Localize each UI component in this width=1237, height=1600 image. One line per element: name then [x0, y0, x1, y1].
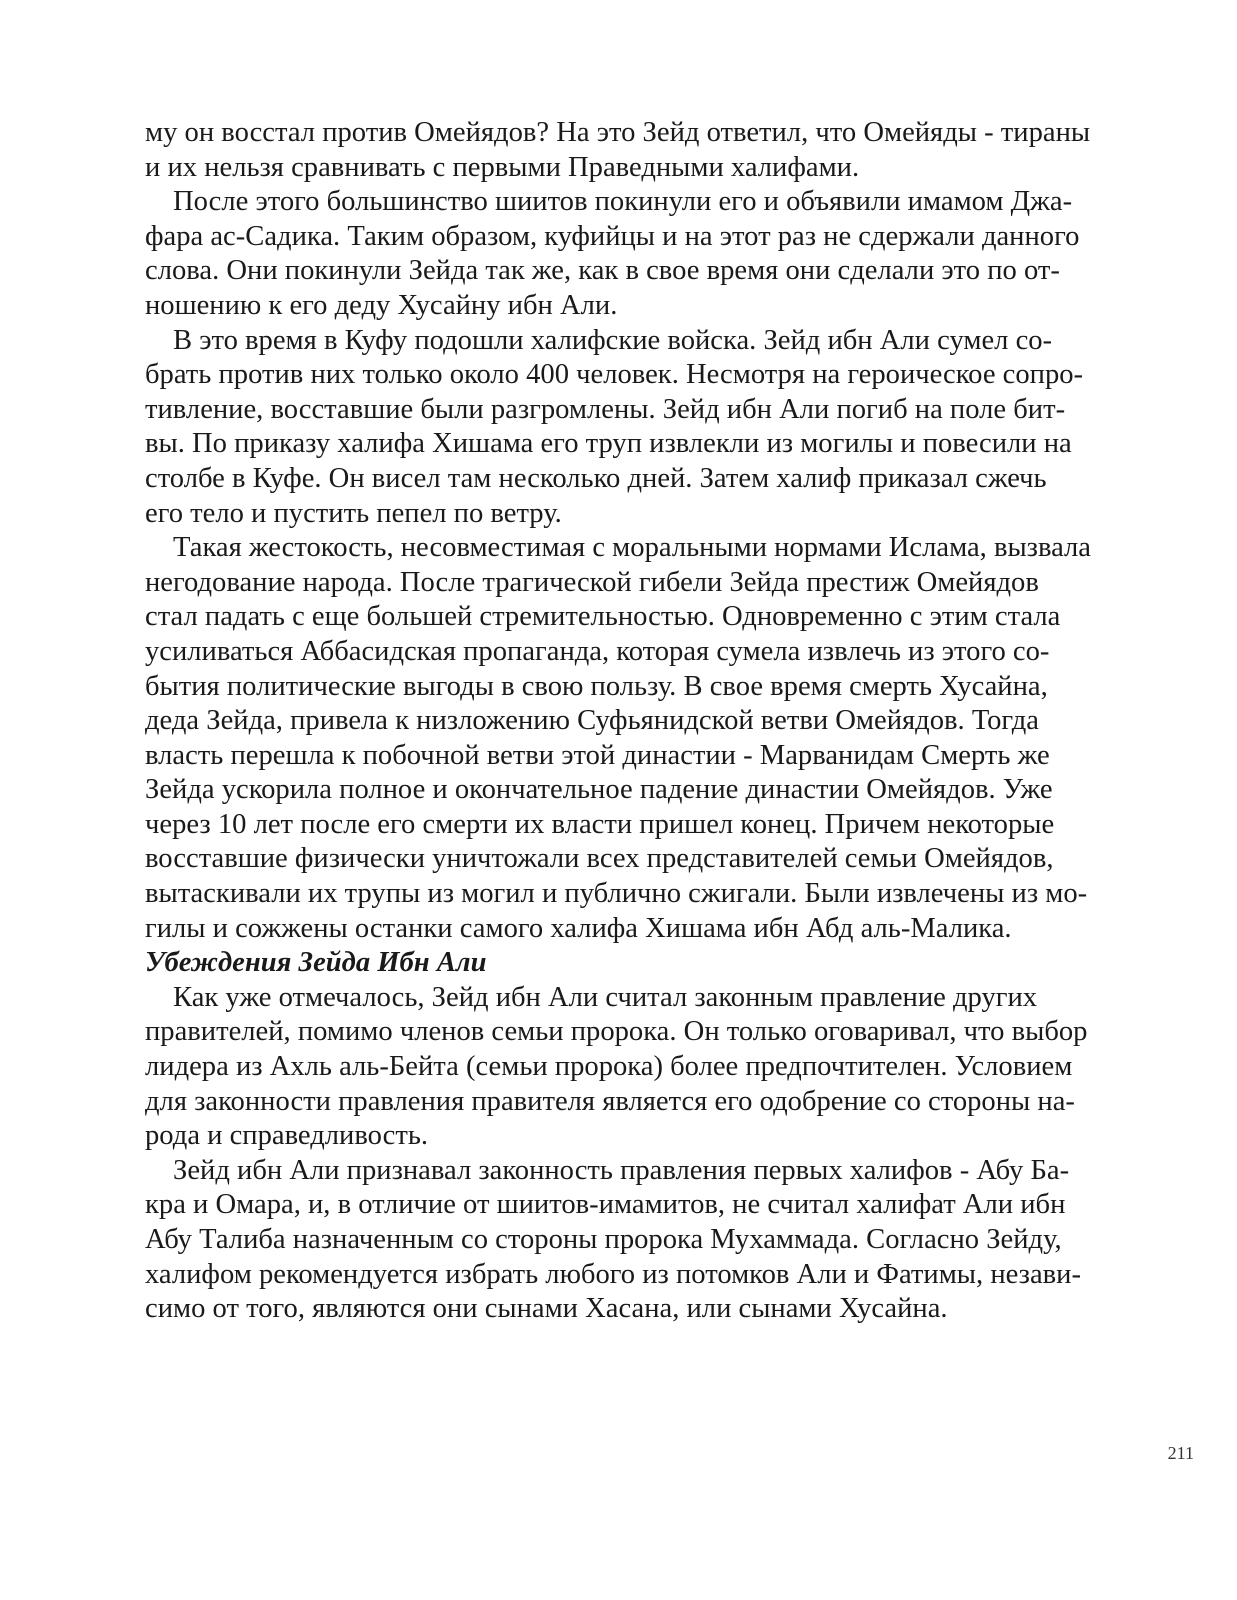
- text-line: вы. По приказу халифа Хишама его труп извлекли из могилы и повесили на: [145, 428, 1072, 460]
- paragraph-2: [145, 185, 1190, 323]
- text-line: После этого большинство шиитов покинули его и объявили имамом Джа-: [173, 186, 1073, 218]
- text-line: лидера из Ахль аль-Бейта (семьи пророка) более предпочтителен. Условием: [145, 1051, 1073, 1083]
- text-line: и их нельзя сравнивать с первыми Праведными халифами.: [145, 151, 860, 183]
- text-line: тивление, восставшие были разгромлены. Зейд ибн Али погиб на поле бит-: [145, 393, 1066, 425]
- text-line: стал падать с еще большей стремительностью. Одновременно с этим стала: [145, 601, 1061, 633]
- text-line: через 10 лет после его смерти их власти пришел конец. Причем некоторые: [145, 808, 1055, 840]
- text-line: рода и справедливость.: [145, 1120, 429, 1152]
- text-line: негодование народа. После трагической гибели Зейда престиж Омейядов: [145, 566, 1039, 598]
- paragraph-6: [145, 1154, 1190, 1327]
- text-line: гилы и сожжены останки самого халифа Хишама ибн Абд аль-Малика.: [145, 912, 1012, 944]
- text-line: для законности правления правителя является его одобрение со стороны на-: [145, 1085, 1075, 1117]
- body-text: [145, 116, 1190, 1327]
- text-line: вытаскивали их трупы из могил и публично сжигали. Были извлечены из мо-: [145, 878, 1088, 910]
- paragraph-4: [145, 531, 1190, 946]
- text-line: восставшие физически уничтожали всех представителей семьи Омейядов,: [145, 843, 1054, 875]
- paragraph-5: [145, 981, 1190, 1154]
- text-line: Зейда ускорила полное и окончательное падение династии Омейядов. Уже: [145, 774, 1053, 806]
- text-line: фара ас-Садика. Таким образом, куфийцы и на этот раз не сдержали данного: [145, 220, 1080, 252]
- text-line: брать против них только около 400 человек. Несмотря на героическое сопро-: [145, 359, 1084, 391]
- paragraph-1: [145, 116, 1190, 185]
- text-line: Как уже отмечалось, Зейд ибн Али считал законным правление других: [173, 981, 1038, 1013]
- text-line: кра и Омара, и, в отличие от шиитов-имамитов, не считал халифат Али ибн: [145, 1189, 1066, 1221]
- text-line: Зейд ибн Али признавал законность правления первых халифов - Абу Ба-: [173, 1154, 1070, 1186]
- text-line: му он восстал против Омейядов? На это Зейд ответил, что Омейяды - тираны: [145, 117, 1091, 148]
- text-line: Такая жестокость, несовместимая с моральными нормами Ислама, вызвала: [173, 532, 1092, 564]
- text-line: столбе в Куфе. Он висел там несколько дней. Затем халиф приказал сжечь: [145, 462, 1047, 494]
- text-line: Абу Талиба назначенным со стороны пророка Мухаммада. Согласно Зейду,: [145, 1224, 1062, 1255]
- paragraph-3: [145, 324, 1190, 532]
- text-line: власть перешла к побочной ветви этой династии - Марванидам Смерть же: [145, 739, 1050, 771]
- text-line: халифом рекомендуется избрать любого из потомков Али и Фатимы, незави-: [145, 1258, 1081, 1290]
- text-line: симо от того, являются они сынами Хасана, или сынами Хусайна.: [145, 1293, 948, 1325]
- text-line: В это время в Куфу подошли халифские войска. Зейд ибн Али сумел со-: [173, 324, 1053, 356]
- text-line: деда Зейда, привела к низложению Суфьянидской ветви Омейядов. Тогда: [145, 705, 1039, 737]
- text-line: усиливаться Аббасидская пропаганда, которая сумела извлечь из этого со-: [145, 635, 1050, 667]
- text-line: слова. Они покинули Зейда так же, как в свое время они сделали это по от-: [145, 255, 1060, 287]
- text-line: его тело и пустить пепел по ветру.: [145, 497, 562, 529]
- text-line: ношению к его деду Хусайну ибн Али.: [145, 289, 618, 321]
- text-line: бытия политические выгоды в свою пользу. В свое время смерть Хусайна,: [145, 670, 1048, 702]
- page-number: 211: [1167, 1443, 1194, 1463]
- section-heading: Убеждения Зейда Ибн Али: [145, 947, 487, 979]
- text-line: правителей, помимо членов семьи пророка. Он только оговаривал, что выбор: [145, 1016, 1088, 1048]
